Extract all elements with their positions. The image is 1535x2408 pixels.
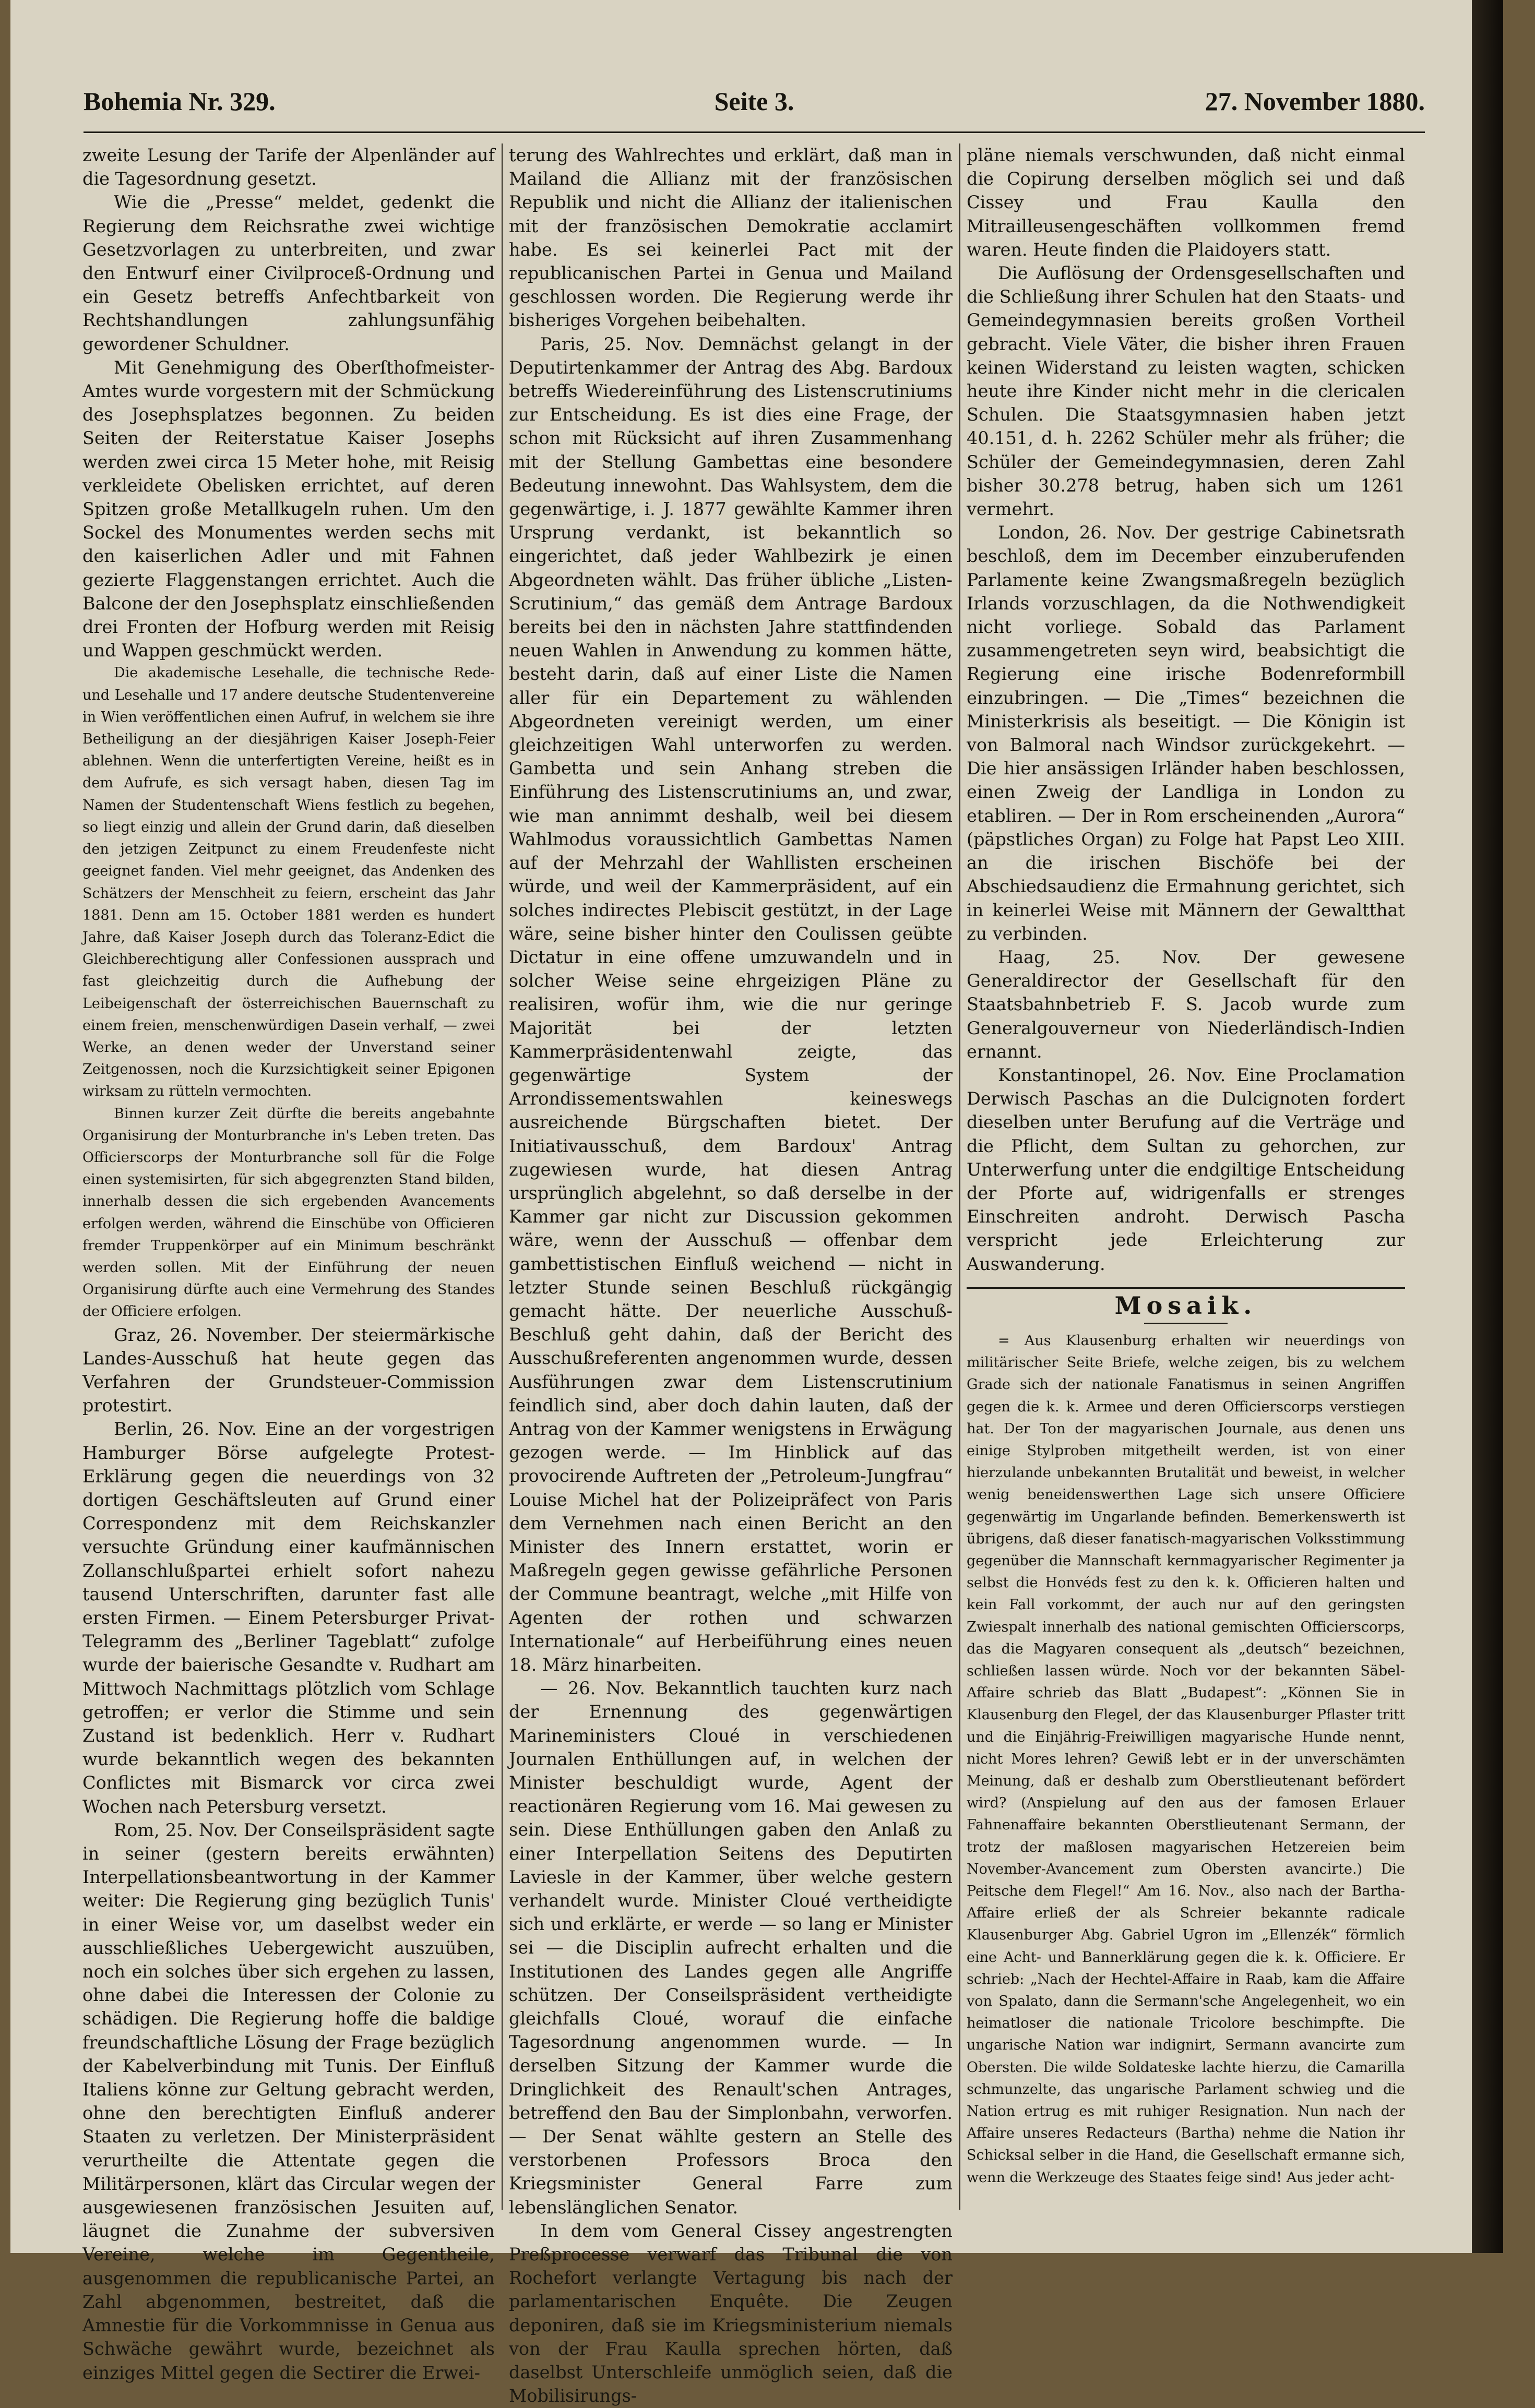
article-paragraph-small: = Aus Klausenburg erhalten wir neuerdings von militärischer Seite Briefe, welche zeigen, bis zu welchem Grade sich der nationale Fanatismus in seinen Angriffen gegen die k. k. Armee und deren Officierscorps verstiegen hat. Der Ton der magyarischen Journale, aus denen uns einige Stylproben mitgetheilt werden, ist von einer hierzulande unbekannten Brutalität und beweist, in welcher wenig beneidenswerthen Lage sich unsere Officiere gegenwärtig im Ungarlande befinden. Bemerkenswerth ist übrigens, daß dieser fanatisch-magyarischen Volksstimmung gegenüber die Mannschaft kernmagyarischer Regimenter ja selbst die Honvéds fest zu den k. k. Officieren halten und kein Fall vorkommt, der auch nur auf den geringsten Zwiespalt innerhalb des national gemischten Officierscorps, das die Magyaren consequent als „deutsch“ bezeichnen, schließen lassen würde. Noch vor der bekannten Säbel-Affaire schrieb das Blatt „Budapest“: „Können Sie in Klausenburg den Flegel, der das Klausenburger Pflaster tritt und die Einjährig-Freiwilligen magyarische Hunde nennt, nicht Mores lehren? Gewiß lebt er in der unverschämten Meinung, daß er deshalb zum Oberstlieutenant befördert wird? (Anspielung auf den aus der famosen Erlauer Fahnenaffaire bekannten Oberstlieutenant Sermann, der trotz der maßlosen magyarischen Hetzereien beim November-Avancement zum Obersten avancirte.) Die Peitsche dem Flegel!“ Am 16. Nov., also nach der Bartha-Affaire erließ der als Schreier bekannte radicale Klausenburger Abg. Gabriel Ugron im „Ellenzék“ förmlich eine Acht- und Bannerklärung gegen die k. k. Officiere. Er schrieb: „Nach der Hechtel-Affaire in Raab, kam die Affaire von Spalato, dann die Sermann'sche Angelegenheit, wo ein heimatloser die nationale Tricolore beschimpfte. Die ungarische Nation war indignirt, Sermann avancirte zum Obersten. Die wilde Soldateske lachte hierzu, die Camarilla schmunzelte, das ungarische Parlament schwieg und die Nation ertrug es mit ruhiger Resignation. Nun nach der Affaire unseres Redacteurs (Bartha) nehme die Nation ihr Schicksal selber in die Hand, die Gesellschaft ermanne sich, wenn die Werkzeuge des Staates feige sind! Aus jeder acht- [967,1332,1405,2186]
article-dispatch-berlin: Berlin, 26. Nov. Eine an der vorgestrigen Hamburger Börse aufgelegte Protest-Erklärung gegen die neuerdings von 32 dortigen Geschäftsleuten auf Grund einer Correspondenz mit dem Reichskanzler versuchte Gründung einer kaufmännischen Zollanschlußpartei erhielt sofort nahezu tausend Unterschriften, darunter fast alle ersten Firmen. — Einem Petersburger Privat-Telegramm des „Berliner Tageblatt“ zufolge wurde der baierische Gesandte v. Rudhart am Mittwoch Nachmittags plötzlich vom Schlage getroffen; er verlor die Stimme und sein Zustand ist bedenklich. Herr v. Rudhart wurde bekanntlich wegen des bekannten Conflictes mit Bismarck vor circa zwei Wochen nach Petersburg versetzt. [82,1419,495,1817]
article-paragraph-small: Die akademische Lesehalle, die technische Rede- und Lesehalle und 17 andere deutsche Studentenvereine in Wien veröffentlichen einen Aufruf, in welchem sie ihre Betheiligung an der diesjährigen Kaiser Joseph-Feier ablehnen. Wenn die unterfertigten Vereine, heißt es in dem Aufrufe, es sich versagt haben, diesen Tag im Namen der Studentenschaft Wiens festlich zu begehen, so liegt einzig und allein der Grund darin, daß dieselben den jetzigen Zeitpunct zu einem Freudenfeste nicht geeignet fanden. Viel mehr geeignet, das Andenken des Schätzers der Menschheit zu feiern, erscheint das Jahr 1881. Denn am 15. October 1881 werden es hundert Jahre, daß Kaiser Joseph durch das Toleranz-Edict die Gleichberechtigung aller Confessionen aussprach und fast gleichzeitig durch die Aufhebung der Leibeigenschaft der österreichischen Bauernschaft zu einem freien, menschenwürdigen Dasein verhalf, — zwei Werke, an denen weder der Unverstand seiner Zeitgenossen, noch die Kurzsichtigkeit seiner Epigonen wirksam zu rütteln vermochten. [82,665,495,1100]
section-heading-mosaik: Mosaik. [1114,1291,1257,1320]
article-paragraph: pläne niemals verschwunden, daß nicht einmal die Copirung derselben möglich sei und daß Cissey und Frau Kaulla den Mitrailleusengeschäften vollkommen fremd waren. Heute finden die Plaidoyers statt. [967,145,1405,260]
article-dispatch-graz: Graz, 26. November. Der steiermärkische Landes-Ausschuß hat heute gegen das Verfahren der Grundsteuer-Commission protestirt. [82,1324,495,1416]
article-dispatch-london: London, 26. Nov. Der gestrige Cabinetsrath beschloß, dem im December einzuberufenden Parlamente keine Zwangsmaßregeln bezüglich Irlands vorzuschlagen, da die Nothwendigkeit nicht vorliege. Sobald das Parlament zusammengetreten seyn wird, beabsichtigt die Regierung eine irische Bodenreformbill einzubringen. — Die „Times“ bezeichnen die Ministerkrisis als beseitigt. — Die Königin ist von Balmoral nach Windsor zurückgekehrt. — Die hier ansässigen Irländer haben beschlossen, einen Zweig der Landliga in London zu etabliren. — Der in Rom erscheinenden „Aurora“ (päpstliches Organ) zu Folge hat Papst Leo XIII. an die irischen Bischöfe bei der Abschiedsaudienz die Ermahnung gerichtet, sich in keinerlei Weise mit Männern der Gewaltthat zu verbinden. [967,522,1405,944]
header-rule [84,131,1425,133]
section-rule [967,1287,1405,1289]
column-divider [502,143,503,2210]
header-date: 27. November 1880. [1205,87,1425,116]
section-heading-rule [1144,1323,1228,1324]
column-2 [509,143,953,2406]
article-paragraph: zweite Lesung der Tarife der Alpenländer auf die Tagesordnung gesetzt. [82,145,495,189]
article-paragraph: terung des Wahlrechtes und erklärt, daß man in Mailand die Allianz mit der französischen Republik und nicht die Allianz der italienischen mit der französischen Demokratie acclamirt habe. Es sei keinerlei Pact mit der republicanischen Partei in Genua und Mailand geschlossen worden. Die Regierung werde ihr bisheriges Vorgehen beibehalten. [509,145,953,331]
article-paragraph: Die Auflösung der Ordensgesellschaften und die Schließung ihrer Schulen hat den Staats- und Gemeindegymnasien bereits großen Vortheil gebracht. Viele Väter, die bisher ihren Frauen keinen Widerstand zu leisten wagten, schicken heute ihre Kinder nicht mehr in die clericalen Schulen. Die Staatsgymnasien haben jetzt 40.151, d. h. 2262 Schüler mehr als früher; die Schüler der Gemeindegymnasien, deren Zahl bisher 30.278 betrug, haben sich um 1261 vermehrt. [967,263,1405,520]
article-paragraph: Wie die „Presse“ meldet, gedenkt die Regierung dem Reichsrathe zwei wichtige Gesetzvorlagen zu unterbreiten, und zwar den Entwurf einer Civilproceß-Ordnung und ein Gesetz betreffs Anfechtbarkeit von Rechtshandlungen zahlungsunfähig gewordener Schuldner. [82,192,495,354]
article-paragraph-small: Binnen kurzer Zeit dürfte die bereits angebahnte Organisirung der Monturbranche in's Leben treten. Das Officierscorps der Monturbranche soll für die Folge einen systemisirten, für sich abgegrenzten Stand bilden, innerhalb dessen die sich ergebenden Avancements erfolgen werden, während die Einschübe von Officieren fremder Truppenkörper auf ein Minimum beschränkt werden sollen. Mit der Einführung der neuen Organisirung dürfte auch eine Vermehrung des Standes der Officiere erfolgen. [82,1105,495,1320]
article-dispatch-rom: Rom, 25. Nov. Der Conseilspräsident sagte in seiner (gestern bereits erwähnten) Interpellationsbeantwortung in der Kammer weiter: Die Regierung ging bezüglich Tunis' in einer Weise vor, um daselbst weder ein ausschließliches Uebergewicht auszuüben, noch ein solches über sich ergehen zu lassen, ohne dabei die Interessen der Colonie zu schädigen. Die Regierung hoffe die baldige freundschaftliche Lösung der Frage bezüglich der Kabelverbindung mit Tunis. Der Einfluß Italiens könne zur Geltung gebracht werden, ohne den berechtigten Einfluß anderer Staaten zu verletzen. Der Ministerpräsident verurtheilte die Attentate gegen die Militärpersonen, klärt das Circular wegen der ausgewiesenen französischen Jesuiten auf, läugnet die Zunahme der subversiven Vereine, welche im Gegentheile, ausgenommen die republicanische Partei, an Zahl abgenommen, bestreitet, daß die Amnestie für die Vorkommnisse in Genua aus Schwäche gewährt wurde, bezeichnet als einziges Mittel gegen die Sectirer die Erwei- [82,1819,495,2383]
header-page-number: Seite 3. [714,87,794,116]
header-issue: Bohemia Nr. 329. [84,87,276,116]
column-divider [959,143,960,2210]
article-dispatch-konstantinopel: Konstantinopel, 26. Nov. Eine Proclamation Derwisch Paschas an die Dulcignoten fordert dieselben unter Berufung auf die Verträge und die Pflicht, dem Sultan zu gehorchen, zur Unterwerfung unter die endgiltige Entscheidung der Pforte auf, widrigenfalls er strenges Einschreiten androht. Derwisch Pascha verspricht jede Erleichterung zur Auswanderung. [967,1064,1405,1274]
article-dispatch-haag: Haag, 25. Nov. Der gewesene Generaldirector der Gesellschaft für den Staatsbahnbetrieb F. S. Jacob wurde zum Generalgouverneur von Niederländisch-Indien ernannt. [967,947,1405,1062]
article-dispatch-paris: Paris, 25. Nov. Demnächst gelangt in der Deputirtenkammer der Antrag des Abg. Bardoux betreffs Wiedereinführung des Listenscrutiniums zur Entscheidung. Es ist dies eine Frage, der schon mit Rücksicht auf ihren Zusammenhang mit der Stellung Gambettas eine besondere Bedeutung innewohnt. Das Wahlsystem, dem die gegenwärtige, i. J. 1877 gewählte Kammer ihren Ursprung verdankt, ist bekanntlich so eingerichtet, daß jeder Wahlbezirk je einen Abgeordneten wählt. Das früher übliche „Listen-Scrutinium,“ das gemäß dem Antrage Bardoux bereits bei den in nächsten Jahre stattfindenden neuen Wahlen in Anwendung zu kommen hätte, besteht darin, daß auf einer Liste die Namen aller für ein Departement zu wählenden Abgeordneten vereinigt werden, um einer gleichzeitigen Wahl unterworfen zu werden. Gambetta und sein Anhang streben die Einführung des Listenscrutiniums an, und zwar, wie man annimmt deshalb, weil bei diesem Wahlmodus voraussichtlich Gambettas Namen auf der Mehrzahl der Wahllisten erscheinen würde, und weil der Kammerpräsident, auf ein solches indirectes Plebiscit gestützt, in der Lage wäre, seine bisher hinter den Coulissen geübte Dictatur in eine offene umzuwandeln und in solcher Weise seine ehrgeizigen Pläne zu realisiren, wofür ihm, wie die nur geringe Majorität bei der letzten Kammerpräsidentenwahl zeigte, das gegenwärtige System der Arrondissementswahlen keineswegs ausreichende Bürgschaften bietet. Der Initiativausschuß, dem Bardoux' Antrag zugewiesen wurde, hat diesen Antrag ursprünglich abgelehnt, so daß derselbe in der Kammer gar nicht zur Discussion gekommen wäre, wenn der Ausschuß — offenbar dem gambettistischen Einfluß weichend — nicht in letzter Stunde seinen Beschluß rückgängig gemacht hätte. Der neuerliche Ausschuß-Beschluß geht dahin, daß der Bericht des Ausschußreferenten angenommen wurde, dessen Ausführungen zwar dem Listenscrutinium feindlich sind, aber doch dahin lauten, daß der Antrag von der Kammer wenigstens in Erwägung gezogen werde. — Im Hinblick auf das provocirende Auftreten der „Petroleum-Jungfrau“ Louise Michel hat der Polizeipräfect von Paris dem Vernehmen nach einen Bericht an den Minister des Innern erstattet, worin er Maßregeln gegen gewisse gefährliche Personen der Commune beantragt, welche „mit Hilfe von Agenten der rothen und schwarzen Internationale“ auf Herbeiführung eines neuen 18. März hinarbeiten. [509,333,953,1675]
newspaper-page [10,0,1503,2406]
article-paragraph: Mit Genehmigung des Oberſthofmeister-Amtes wurde vorgestern mit der Schmückung des Josephsplatzes begonnen. Zu beiden Seiten der Reiterstatue Kaiser Josephs werden zwei circa 15 Meter hohe, mit Reisig verkleidete Obelisken errichtet, auf deren Spitzen große Metallkugeln ruhen. Um den Sockel des Monumentes werden sechs mit den kaiserlichen Adler und mit Fahnen gezierte Flaggenstangen errichtet. Auch die Balcone der den Josephsplatz einschließenden drei Fronten der Hofburg werden mit Reisig und Wappen geschmückt werden. [82,357,495,661]
article-paragraph: In dem vom General Cissey angestrengten Preßprocesse verwarf das Tribunal die von Rochefort verlangte Vertagung bis nach der parlamentarischen Enquête. Die Zeugen deponiren, daß sie im Kriegsministerium niemals von der Frau Kaulla sprechen hörten, daß daselbst Unterschleife unmöglich seien, daß die Mobilisirungs- [509,2220,953,2406]
scan-edge [1472,0,1503,2253]
page-header [84,86,1425,128]
article-paragraph: — 26. Nov. Bekanntlich tauchten kurz nach der Ernennung des gegenwärtigen Marineministers Cloué in verschiedenen Journalen Enthüllungen auf, in welchen der Minister beschuldigt wurde, Agent der reactionären Regierung vom 16. Mai gewesen zu sein. Diese Enthüllungen gaben den Anlaß zu einer Interpellation Seitens des Deputirten Laviesle in der Kammer, über welche gestern verhandelt wurde. Minister Cloué vertheidigte sich und erklärte, er werde — so lang er Minister sei — die Disciplin aufrecht erhalten und die Institutionen des Landes gegen alle Angriffe schützen. Der Conseilspräsident vertheidigte gleichfalls Cloué, worauf die einfache Tagesordnung angenommen wurde. — In derselben Sitzung der Kammer wurde die Dringlichkeit des Renault'schen Antrages, betreffend den Bau der Simplonbahn, verworfen. — Der Senat wählte gestern an Stelle des verstorbenen Professors Broca den Kriegsminister General Farre zum lebenslänglichen Senator. [509,1678,953,2218]
column-1 [82,143,495,2383]
column-3 [967,143,1405,2210]
